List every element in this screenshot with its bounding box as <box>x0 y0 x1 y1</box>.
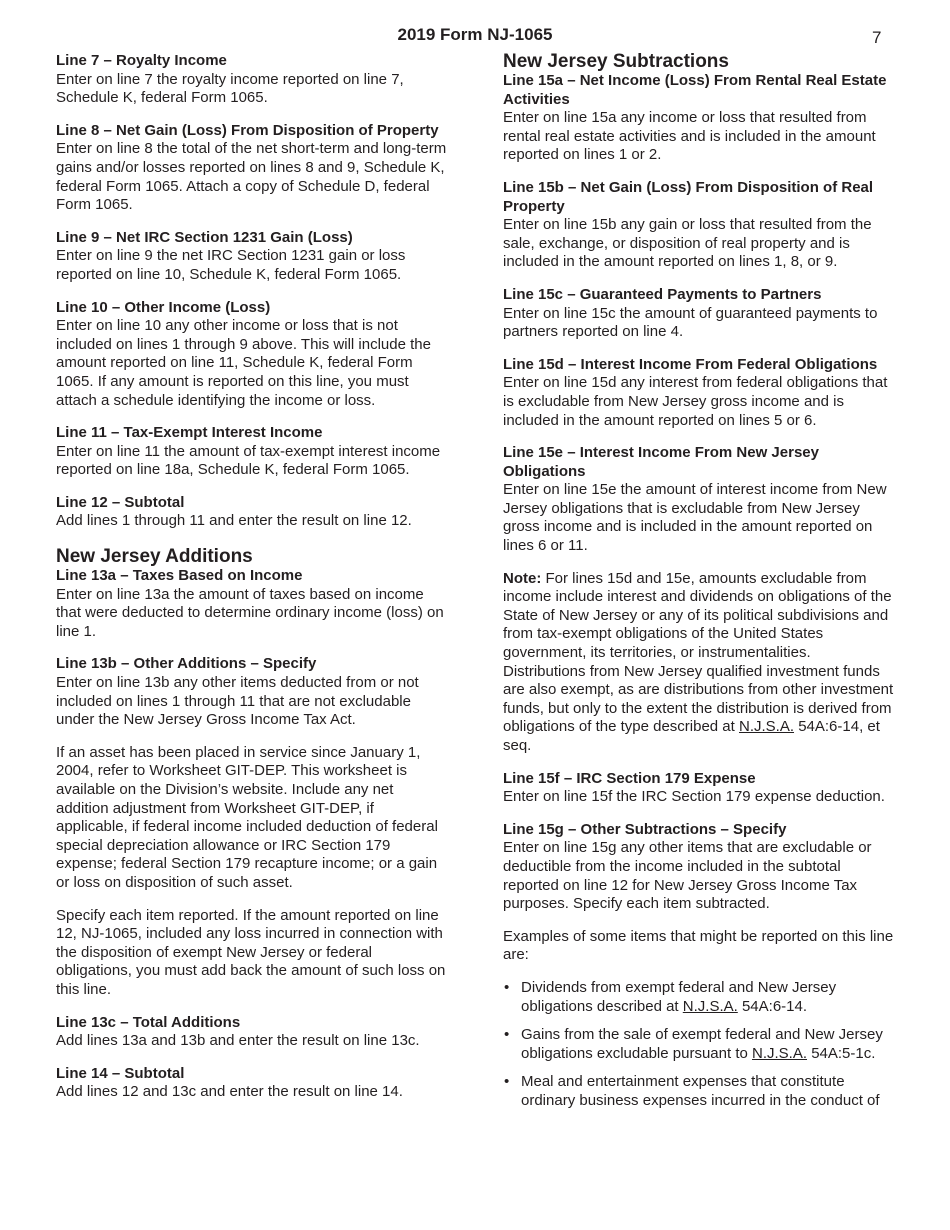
subtractions-title: New Jersey Subtractions <box>503 51 729 72</box>
item-text: Dividends from exempt federal and New Jersey obligations described at <box>521 978 837 1015</box>
section-text: Enter on line 8 the total of the net short-term and long-term gains and/or losses reported on lines 8 and 9, Schedule K, federal Form 1065. Attach a copy of Schedule D, federal Form 1065. <box>56 140 447 214</box>
examples-intro: Examples of some items that might be reported on this line are: <box>503 927 894 964</box>
depreciation-paragraph: If an asset has been placed in service since January 1, 2004, refer to Worksheet GIT-DEP. This worksheet is available on the Division’s website. Include any net addition adjustment from Worksheet GIT-DEP, if applicable, if federal income included deduction of federal special depreciation allowance or IRC Section 179 expense; federal Section 179 recapture income; or a gain or loss on disposition of such asset. <box>56 743 438 891</box>
section-heading: Line 9 – Net IRC Section 1231 Gain (Loss) <box>56 228 353 246</box>
statute-citation: N.J.S.A. <box>739 718 795 736</box>
line-13c-section <box>56 1014 448 1051</box>
line-7-section <box>56 52 448 108</box>
section-text: Enter on line 15a any income or loss that resulted from rental real estate activities and is included in the amount reported on lines 1 or 2. <box>503 109 876 164</box>
section-text: Add lines 1 through 11 and enter the result on line 12. <box>56 512 412 530</box>
line-15f-section <box>503 770 895 807</box>
left-column <box>56 52 448 1116</box>
statute-citation: N.J.S.A. <box>682 997 738 1015</box>
page-title: 2019 Form NJ-1065 <box>397 25 553 44</box>
section-heading: Line 13b – Other Additions – Specify <box>56 655 317 673</box>
section-heading: Line 15f – IRC Section 179 Expense <box>503 769 756 787</box>
line-14-section <box>56 1065 448 1102</box>
line-15g-section <box>503 821 895 914</box>
section-text: Enter on line 15c the amount of guaranteed payments to partners reported on line 4. <box>503 304 878 341</box>
note-text: For lines 15d and 15e, amounts excludable from income include interest and dividends on obligations of the State of New Jersey or any of its political subdivisions and from tax-exempt obligations of the United States government, its territories, or instrumentalities. Distributions from New Jersey qualified investment funds are also exempt, as are distributions from other investment funds, but only to the extent the distribution is derived from obligations of the type described at <box>503 569 894 736</box>
examples-list <box>503 979 895 1111</box>
line-15e-section <box>503 444 895 556</box>
section-text: Enter on line 7 the royalty income reported on line 7, Schedule K, federal Form 1065. <box>56 70 404 107</box>
item-tail: 54A:6-14. <box>741 997 808 1015</box>
section-heading: Line 7 – Royalty Income <box>56 52 227 69</box>
section-text: Enter on line 13b any other items deducted from or not included on lines 1 through 11 that are not excludable under the New Jersey Gross Income Tax Act. <box>56 674 419 729</box>
section-heading: Line 15e – Interest Income From New Jersey Obligations <box>503 444 819 480</box>
section-heading: Line 15b – Net Gain (Loss) From Disposition of Real Property <box>503 178 874 215</box>
line-10-section <box>56 299 448 411</box>
section-text: Enter on line 15d any interest from federal obligations that is excludable from New Jersey gross income and is included in the amount reported on lines 5 or 6. <box>503 374 888 429</box>
section-text: Add lines 12 and 13c and enter the result on line 14. <box>56 1083 403 1101</box>
section-text: Enter on line 13a the amount of taxes based on income that were deducted to determine ordinary income (loss) on line 1. <box>56 585 444 640</box>
section-text: Enter on line 15e the amount of interest income from New Jersey obligations that is excludable from New Jersey gross income and is included in the amount reported on lines 6 or 11. <box>503 481 887 555</box>
line-8-section <box>56 122 448 215</box>
line-15c-section <box>503 286 895 342</box>
section-heading: Line 11 – Tax-Exempt Interest Income <box>56 424 323 442</box>
section-text: Enter on line 15f the IRC Section 179 expense deduction. <box>503 788 885 806</box>
section-text: Enter on line 9 the net IRC Section 1231 gain or loss reported on line 10, Schedule K, federal Form 1065. <box>56 247 406 283</box>
specify-paragraph: Specify each item reported. If the amount reported on line 12, NJ-1065, included any loss incurred in connection with the disposition of exempt New Jersey or federal obligations, you must add back the amount of such loss on this line. <box>56 906 446 998</box>
item-text: Meal and entertainment expenses that constitute ordinary business expenses incurred in the conduct of <box>521 1073 880 1109</box>
note-paragraph <box>503 570 895 756</box>
section-heading: Line 13a – Taxes Based on Income <box>56 567 303 585</box>
section-text: Enter on line 15g any other items that are excludable or deductible from the income included in the subtotal reported on line 12 for New Jersey Gross Income Tax purposes. Specify each item subtracted. <box>503 839 872 913</box>
list-item <box>503 979 895 1016</box>
section-heading: Line 10 – Other Income (Loss) <box>56 298 271 316</box>
line-13a-section <box>56 567 448 641</box>
section-heading: Line 15a – Net Income (Loss) From Rental Real Estate Activities <box>503 72 887 108</box>
section-text: Enter on line 11 the amount of tax-exempt interest income reported on line 18a, Schedule K, federal Form 1065. <box>56 442 441 479</box>
item-text: Gains from the sale of exempt federal and New Jersey obligations excludable pursuant to <box>521 1026 883 1062</box>
section-text: Enter on line 15b any gain or loss that resulted from the sale, exchange, or disposition of real property and is included in the amount reported on lines 1, 8, or 9. <box>503 216 872 271</box>
right-column <box>503 52 895 1121</box>
note-label: Note: <box>503 569 542 587</box>
list-item <box>503 1073 895 1110</box>
section-heading: Line 15d – Interest Income From Federal Obligations <box>503 355 878 373</box>
section-heading: Line 8 – Net Gain (Loss) From Disposition of Property <box>56 121 439 139</box>
section-text: Enter on line 10 any other income or loss that is not included on lines 1 through 9 above. This will include the amount reported on line 11, Schedule K, federal Form 1065. If any amount is reported on this line, you must attach a schedule identifying the income or loss. <box>56 317 431 409</box>
section-heading: Line 13c – Total Additions <box>56 1013 241 1031</box>
section-heading: Line 14 – Subtotal <box>56 1064 185 1082</box>
additions-title: New Jersey Additions <box>56 546 253 568</box>
statute-citation: N.J.S.A. <box>752 1044 808 1062</box>
list-item <box>503 1026 895 1063</box>
note-tail: 54A:6-14, et seq. <box>503 718 880 754</box>
line-9-section <box>56 229 448 285</box>
page-number: 7 <box>872 28 882 47</box>
section-heading: Line 12 – Subtotal <box>56 493 185 511</box>
line-13b-section <box>56 655 448 729</box>
item-tail: 54A:5-1c. <box>811 1044 876 1062</box>
line-11-section <box>56 424 448 480</box>
line-15a-section <box>503 72 895 165</box>
section-text: Add lines 13a and 13b and enter the result on line 13c. <box>56 1032 420 1050</box>
section-heading: Line 15g – Other Subtractions – Specify <box>503 820 787 838</box>
line-12-section <box>56 494 448 531</box>
section-heading: Line 15c – Guaranteed Payments to Partners <box>503 285 822 303</box>
line-15b-section <box>503 179 895 272</box>
line-15d-section <box>503 356 895 430</box>
